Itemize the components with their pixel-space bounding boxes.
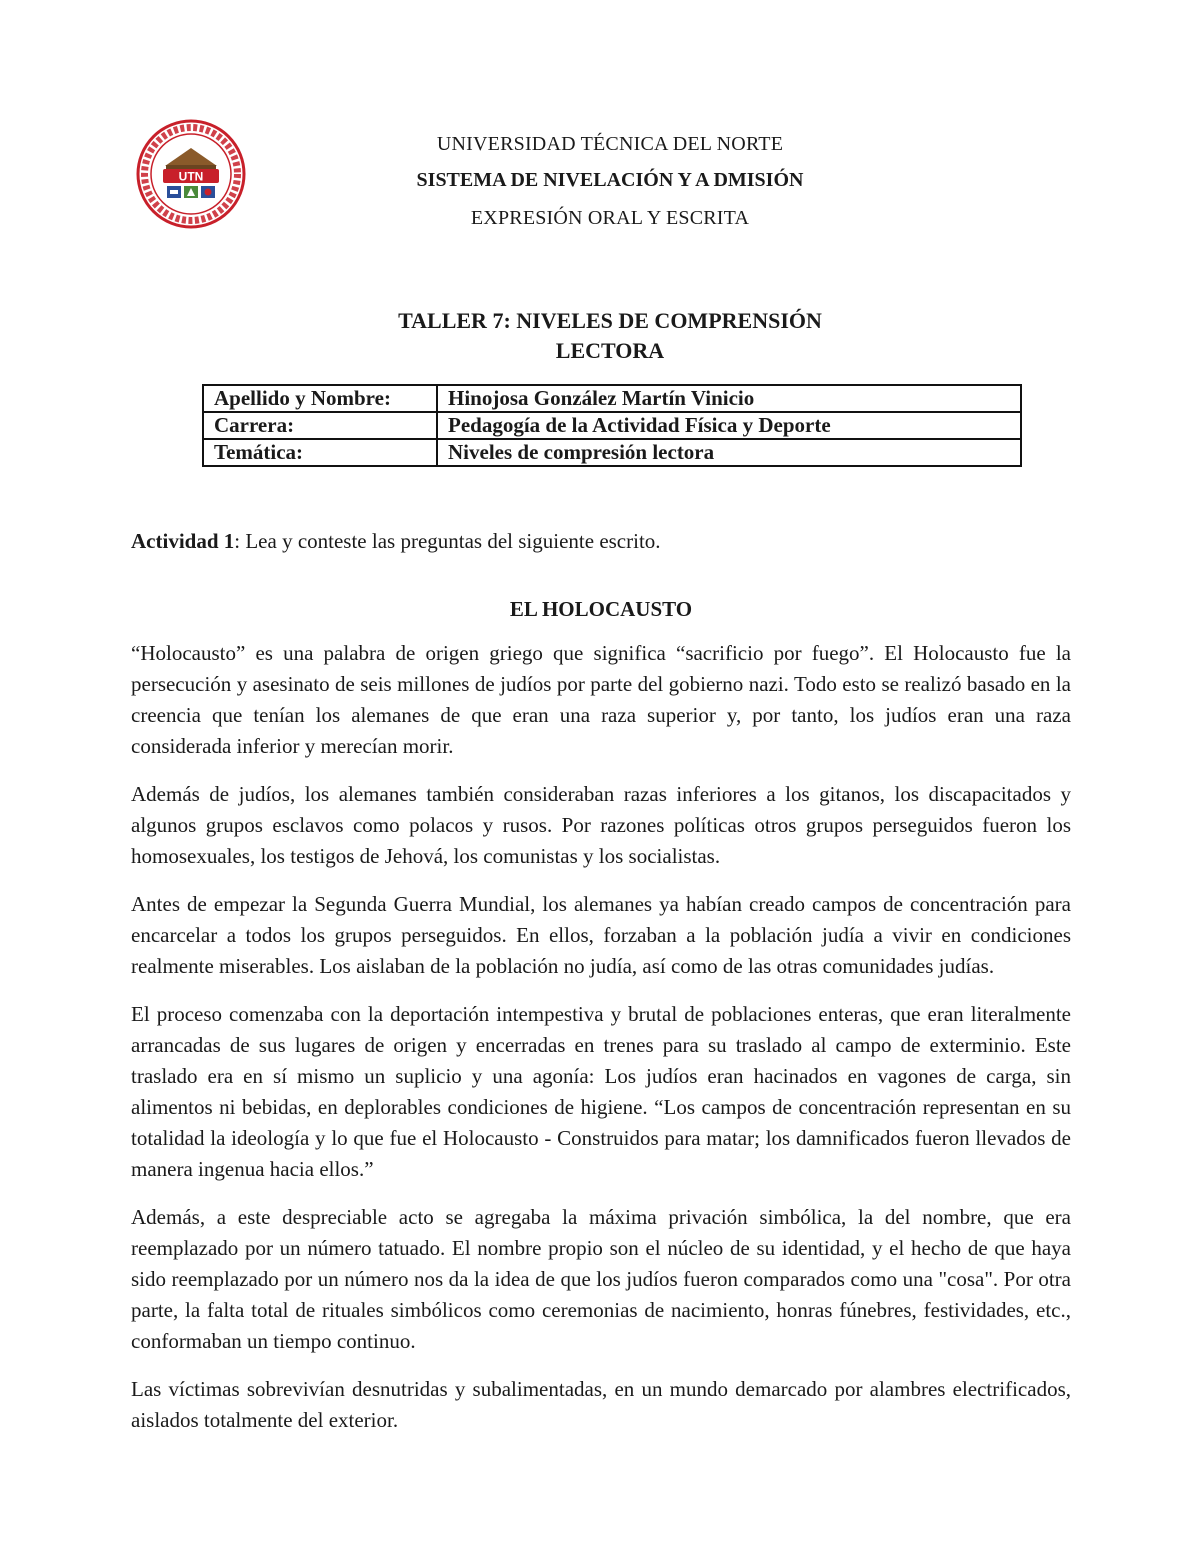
paragraph: Además, a este despreciable acto se agregaba la máxima privación simbólica, la del nombre, que era reemplazado por un número tatuado. El nombre propio son el núcleo de su identidad, y el hecho de que haya sido reemplazado por un número nos da la idea de que los judíos fueron comparados como una "cosa". Por otra parte, la falta total de rituales simbólicos como ceremonias de nacimiento, honras fúnebres, festividades, etc., conformaban un tiempo continuo. — [131, 1205, 1071, 1353]
reading-body — [131, 638, 1071, 1453]
student-info-table — [202, 384, 1022, 467]
info-value: Pedagogía de la Actividad Física y Deporte — [437, 412, 1021, 439]
university-logo — [135, 118, 247, 230]
table-row — [203, 412, 1021, 439]
paragraph: “Holocausto” es una palabra de origen griego que significa “sacrificio por fuego”. El Holocausto fue la persecución y asesinato de seis millones de judíos por parte del gobierno nazi. Todo esto se realizó basado en la creencia que tenían los alemanes de que eran una raza superior y, por tanto, los judíos eran una raza considerada inferior y merecían morir. — [131, 641, 1071, 758]
info-value: Niveles de compresión lectora — [437, 439, 1021, 466]
activity-instruction — [131, 527, 661, 555]
workshop-title-line-1: TALLER 7: NIVELES DE COMPRENSIÓN — [398, 308, 822, 333]
program-name: SISTEMA DE NIVELACIÓN Y A DMISIÓN — [416, 169, 804, 191]
info-label: Apellido y Nombre: — [203, 385, 437, 412]
paragraph: Las víctimas sobrevivían desnutridas y subalimentadas, en un mundo demarcado por alambres electrificados, aislados totalmente del exterior. — [131, 1377, 1071, 1432]
info-label: Carrera: — [203, 412, 437, 439]
reading-title: EL HOLOCAUSTO — [509, 597, 693, 621]
logo-abbr: UTN — [178, 169, 204, 184]
info-value: Hinojosa González Martín Vinicio — [437, 385, 1021, 412]
activity-label: Actividad 1 — [131, 529, 235, 553]
course-name: EXPRESIÓN ORAL Y ESCRITA — [470, 207, 750, 229]
paragraph: El proceso comenzaba con la deportación intempestiva y brutal de poblaciones enteras, que eran literalmente arrancadas de sus lugares de origen y encerradas en trenes para su traslado al campo de exterminio. Este traslado era en sí mismo un suplicio y una agonía: Los judíos eran hacinados en vagones de carga, sin alimentos ni bebidas, en deplorables condiciones de higiene. “Los campos de concentración representan en su totalidad la ideología y lo que fue el Holocausto - Construidos para matar; los damnificados fueron llevados de manera ingenua hacia ellos.” — [131, 1002, 1071, 1181]
info-label: Temática: — [203, 439, 437, 466]
workshop-title — [300, 306, 920, 366]
table-row — [203, 439, 1021, 466]
university-name: UNIVERSIDAD TÉCNICA DEL NORTE — [436, 133, 784, 155]
activity-text: : Lea y conteste las preguntas del siguiente escrito. — [234, 529, 661, 553]
workshop-title-line-2: LECTORA — [555, 338, 665, 363]
paragraph: Además de judíos, los alemanes también consideraban razas inferiores a los gitanos, los discapacitados y algunos grupos esclavos como polacos y rusos. Por razones políticas otros grupos perseguidos fueron los homosexuales, los testigos de Jehová, los comunistas y los socialistas. — [131, 782, 1071, 868]
table-row — [203, 385, 1021, 412]
paragraph: Antes de empezar la Segunda Guerra Mundial, los alemanes ya habían creado campos de concentración para encarcelar a todos los grupos perseguidos. En ellos, forzaban a la población judía a vivir en condiciones realmente miserables. Los aislaban de la población no judía, así como de las otras comunidades judías. — [131, 892, 1071, 978]
